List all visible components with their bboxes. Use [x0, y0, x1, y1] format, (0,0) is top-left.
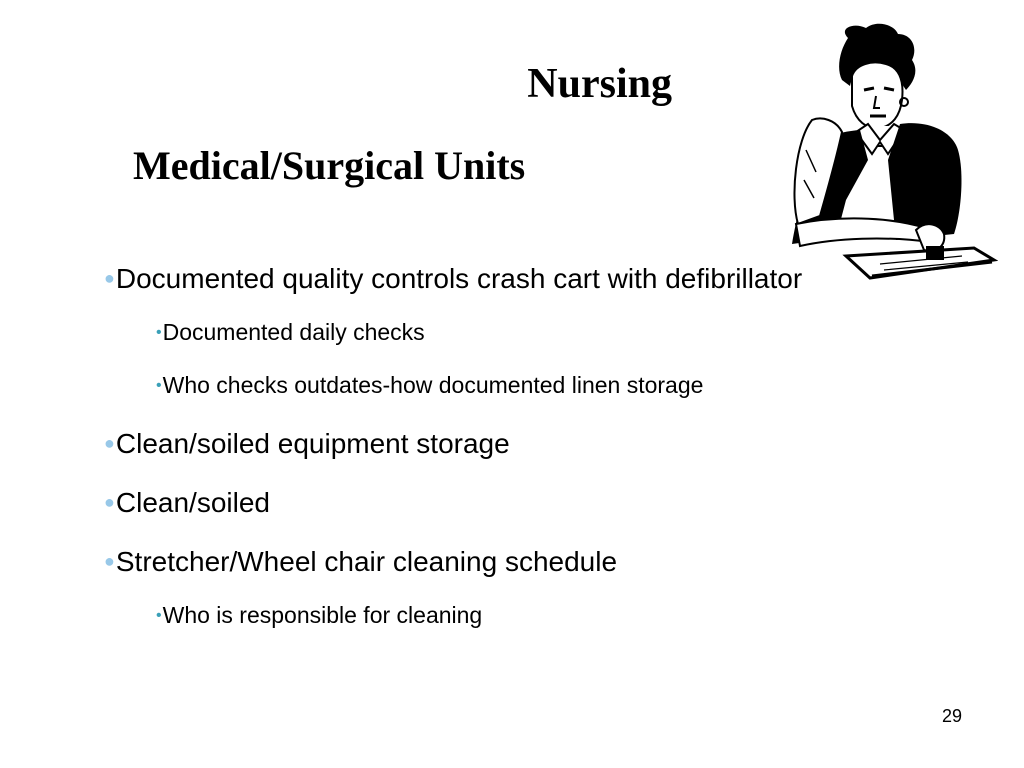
- page-number: 29: [941, 706, 962, 726]
- bullet-dot-icon: ●: [104, 268, 115, 288]
- sub-bullet-text: Documented daily checks: [162, 319, 425, 345]
- sub-bullet-text: Who checks outdates-how documented linen storage: [162, 372, 704, 398]
- bullet-dot-icon: ●: [104, 433, 115, 453]
- sub-bullet-dot-icon: •: [156, 377, 162, 394]
- bullet-item: [104, 482, 804, 523]
- bullet-dot-icon: ●: [104, 492, 115, 512]
- sub-bullet-text: Who is responsible for cleaning: [162, 602, 483, 628]
- sub-bullet-dot-icon: •: [156, 324, 162, 341]
- bullet-item: [104, 541, 804, 582]
- bullet-text: Stretcher/Wheel chair cleaning schedule: [115, 546, 618, 577]
- bullet-text: Clean/soiled: [115, 487, 270, 518]
- bullet-text: Clean/soiled equipment storage: [115, 428, 510, 459]
- sub-bullet-dot-icon: •: [156, 607, 162, 624]
- nurse-with-clipboard-illustration: [776, 20, 998, 290]
- slide-title: Nursing: [527, 61, 672, 107]
- slide-subtitle: Medical/Surgical Units: [133, 143, 526, 188]
- sub-bullet-item: [156, 600, 804, 631]
- bullet-item: [104, 258, 804, 299]
- bullet-item: [104, 423, 804, 464]
- sub-bullet-item: [156, 370, 804, 401]
- bullet-list: [104, 258, 804, 653]
- bullet-dot-icon: ●: [104, 551, 115, 571]
- bullet-text: Documented quality controls crash cart with defibrillator: [115, 263, 803, 294]
- sub-bullet-item: [156, 317, 804, 348]
